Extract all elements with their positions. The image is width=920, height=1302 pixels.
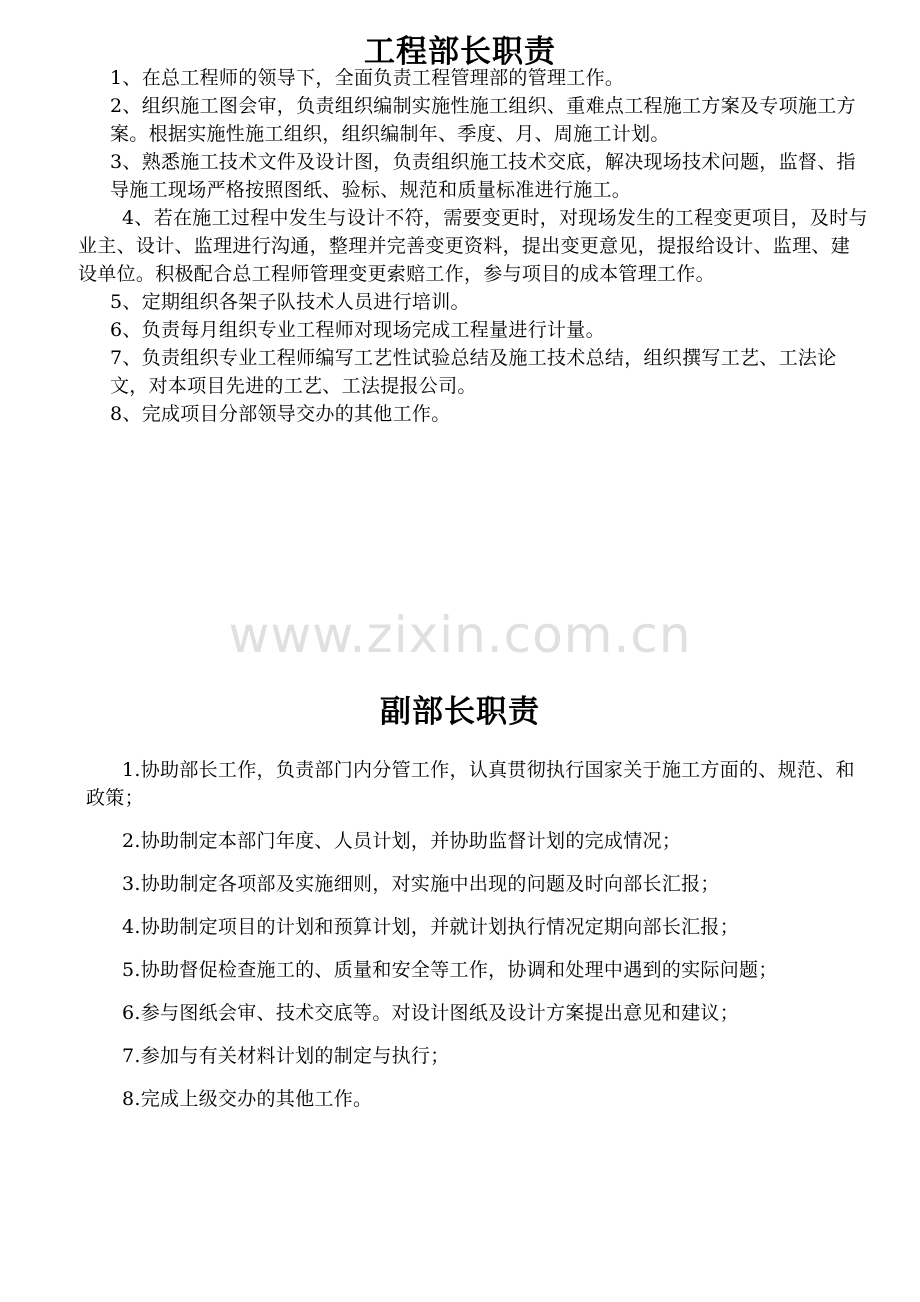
deputy-duties-list: [86, 756, 866, 1128]
director-duties-list: [78, 64, 868, 428]
deputy-duty-item: 6.参与图纸会审、技术交底等。对设计图纸及设计方案提出意见和建议；: [122, 1002, 740, 1024]
duty-item: 5、定期组织各架子队技术人员进行培训。: [110, 291, 470, 313]
deputy-duty-item: 4.协助制定项目的计划和预算计划，并就计划执行情况定期向部长汇报；: [122, 916, 740, 938]
duty-item: 1、在总工程师的领导下，全面负责工程管理部的管理工作。: [110, 67, 625, 89]
deputy-duty-item: 7.参加与有关材料计划的制定与执行；: [122, 1045, 450, 1067]
duty-item: 8、完成项目分部领导交办的其他工作。: [110, 403, 451, 425]
deputy-duty-item: 2.协助制定本部门年度、人员计划，并协助监督计划的完成情况；: [122, 830, 682, 852]
duty-item: 4、若在施工过程中发生与设计不符，需要变更时，对现场发生的工程变更项目，及时与业主、设计、监理进行沟通，整理并完善变更资料，提出变更意见，提报给设计、监理、建设单位。积极配合总工程师管理变更索赔工作，参与项目的成本管理工作。: [78, 207, 868, 285]
watermark: www.zixin.com.cn: [228, 606, 692, 664]
deputy-duty-item: 1.协助部长工作，负责部门内分管工作，认真贯彻执行国家关于施工方面的、规范、和政策；: [86, 759, 855, 809]
deputy-duty-item: 8.完成上级交办的其他工作。: [122, 1088, 373, 1110]
deputy-duty-item: 5.协助督促检查施工的、质量和安全等工作，协调和处理中遇到的实际问题；: [122, 959, 778, 981]
duty-item: 7、负责组织专业工程师编写工艺性试验总结及施工技术总结，组织撰写工艺、工法论文，对本项目先进的工艺、工法提报公司。: [110, 347, 837, 397]
section-title-deputy: 副部长职责: [380, 694, 540, 730]
duty-item: 6、负责每月组织专业工程师对现场完成工程量进行计量。: [110, 319, 605, 341]
duty-item: 2、组织施工图会审，负责组织编制实施性施工组织、重难点工程施工方案及专项施工方案。根据实施性施工组织，组织编制年、季度、月、周施工计划。: [110, 95, 856, 145]
section-title-director: 工程部长职责: [364, 34, 556, 70]
duty-item: 3、熟悉施工技术文件及设计图，负责组织施工技术交底，解决现场技术问题，监督、指导施工现场严格按照图纸、验标、规范和质量标准进行施工。: [110, 151, 856, 201]
deputy-duty-item: 3.协助制定各项部及实施细则，对实施中出现的问题及时向部长汇报；: [122, 873, 720, 895]
